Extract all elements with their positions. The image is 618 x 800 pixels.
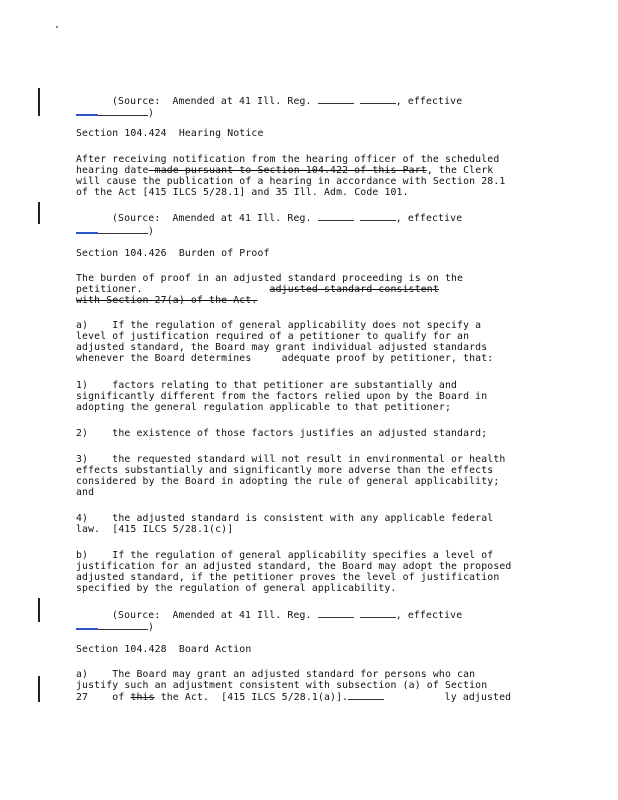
source-note-close: ) — [76, 620, 154, 633]
paragraph-line: effects substantially and significantly more adverse than the effects — [76, 465, 494, 476]
paragraph-line: adjusted standard, the Board may grant individual adjusted standards — [76, 342, 488, 353]
paragraph-line: 4) the adjusted standard is consistent with any applicable federal — [76, 513, 494, 524]
paragraph-line: b) If the regulation of general applicability specifies a level of — [76, 550, 494, 561]
paragraph-line: specified by the regulation of general applicability. — [76, 583, 397, 594]
paragraph-line: significantly different from the factors relied upon by the Board in — [76, 391, 488, 402]
source-note: (Source: Amended at 41 Ill. Reg. , effective — [112, 610, 463, 621]
paragraph-line: justification for an adjusted standard, the Board may adopt the proposed — [76, 561, 512, 572]
paragraph-line: and — [76, 487, 95, 498]
paragraph-line: The burden of proof in an adjusted standard proceeding is on the — [76, 273, 464, 284]
paragraph-line: 2) the existence of those factors justifies an adjusted standard; — [76, 428, 488, 439]
source-note: (Source: Amended at 41 Ill. Reg. , effective — [112, 96, 463, 107]
paragraph-line: with Section 27(a) of the Act. — [76, 295, 258, 306]
section-heading: Section 104.424 Hearing Notice — [76, 128, 264, 139]
paragraph-line: 27 of this the Act. [415 ILCS 5/28.1(a)]. ly adjusted — [76, 692, 512, 703]
paragraph-line: a) The Board may grant an adjusted standard for persons who can — [76, 669, 476, 680]
source-note-close: ) — [76, 106, 154, 119]
paragraph-line: justify such an adjustment consistent with subsection (a) of Section — [76, 680, 488, 691]
source-note: (Source: Amended at 41 Ill. Reg. , effective — [112, 213, 463, 224]
paragraph-line: law. [415 ILCS 5/28.1(c)] — [76, 524, 234, 535]
paragraph-line: adopting the general regulation applicable to that petitioner; — [76, 402, 451, 413]
paragraph-line: whenever the Board determines adequate proof by petitioner, that: — [76, 353, 494, 364]
paragraph-line: adjusted standard, if the petitioner proves the level of justification — [76, 572, 500, 583]
section-heading: Section 104.428 Board Action — [76, 644, 252, 655]
paragraph-line: petitioner. adjusted standard consistent — [76, 284, 439, 295]
paragraph-line: hearing date made pursuant to Section 104.422 of this Part, the Clerk — [76, 165, 494, 176]
paragraph-line: 3) the requested standard will not result in environmental or health — [76, 454, 506, 465]
scan-speck — [56, 26, 58, 28]
revision-bar — [38, 598, 40, 622]
paragraph-line: considered by the Board in adopting the rule of general applicability; — [76, 476, 500, 487]
paragraph-line: 1) factors relating to that petitioner are substantially and — [76, 380, 458, 391]
revision-bar — [38, 202, 40, 224]
paragraph-line: After receiving notification from the hearing officer of the scheduled — [76, 154, 500, 165]
paragraph-line: of the Act [415 ILCS 5/28.1] and 35 Ill. Adm. Code 101. — [76, 187, 409, 198]
revision-bar — [38, 676, 40, 702]
section-heading: Section 104.426 Burden of Proof — [76, 248, 270, 259]
paragraph-line: will cause the publication of a hearing in accordance with Section 28.1 — [76, 176, 506, 187]
source-note-close: ) — [76, 224, 154, 237]
paragraph-line: level of justification required of a petitioner to qualify for an — [76, 331, 470, 342]
struck-text: made pursuant to Section 104.422 of this Part — [148, 165, 427, 176]
revision-bar — [38, 88, 40, 116]
paragraph-line: a) If the regulation of general applicability does not specify a — [76, 320, 482, 331]
